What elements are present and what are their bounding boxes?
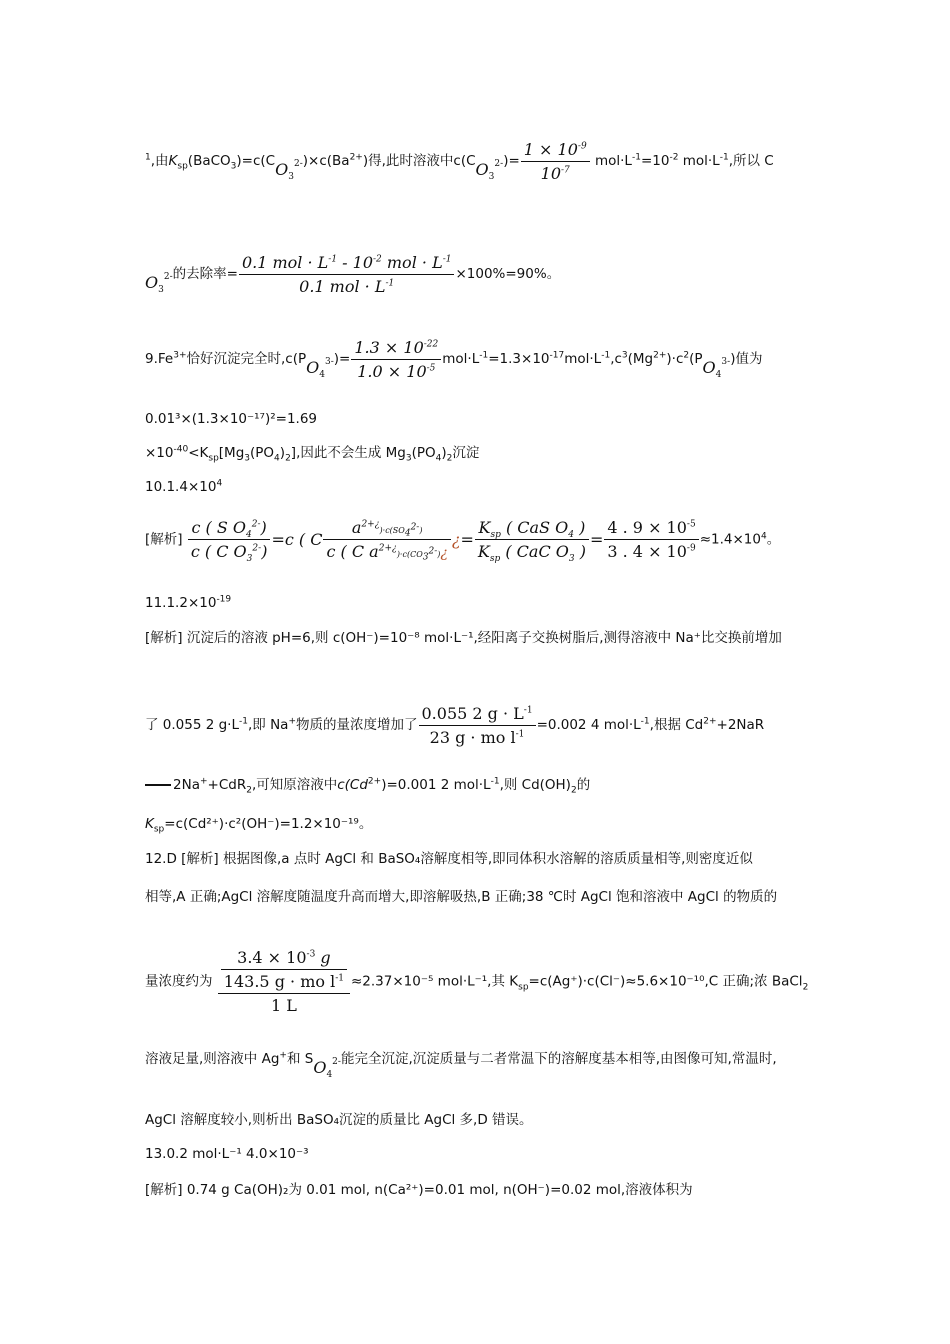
line-3: $9.Fe^{3+}$恰好沉淀完全时$,c(PO_4^{3-})=$ $\frac{1.3 \times 10^{-22}}{1.0 \times 10^{-5}}$ $mol\cdot L^{-1}=1.3\times 10^{-17}mol\cdot L^{-1},c^3(Mg^{2+})\cdot c^2(PO_4^{3-})$值为 bbox=[145, 338, 763, 381]
line-9: [解析] 沉淀后的溶液 pH=6,则 c(OH⁻)=10⁻⁸ mol·L⁻¹,经阳离子交换树脂后,测得溶液中 Na⁺比交换前增加 bbox=[145, 630, 782, 646]
equilibrium-line bbox=[145, 784, 171, 786]
line-7: [解析] $\frac{c ( S O_4^{2-})}{c ( C O_3^{2-})}$ =c ( C $\frac{a^{2+¿})\cdot c(SO_4^{2-})}{c ( C a^{2+¿})\cdot c(CO_3^{2-})¿}$ ¿= $K_{sp}$ ( CaS $O_4$ ) $K_{sp}$ ( CaC $O_3$ ) = $\frac{4 . 9 \times 10^{-5}}{3 . 4 \times 10^{-9}}$ $\approx 1.4\times 10^4$。 bbox=[145, 518, 781, 565]
fraction: 0.1 mol · $L^{-1} - 10^{-2}$ mol · $L^{-1}$ 0.1 mol · $L^{-1}$ bbox=[239, 255, 455, 295]
line-18: 13.0.2 mol·L⁻¹ 4.0×10⁻³ bbox=[145, 1146, 309, 1162]
line-12: $K_{sp}=c(Cd^{2+})\cdot c^2(OH^-)=1.2\times 10^{-19}$。 bbox=[145, 816, 373, 835]
fraction: $\frac{1 \times 10^{-9}}{10^{-7}}$ bbox=[521, 142, 590, 182]
line-17: AgCl 溶解度较小,则析出 BaSO₄沉淀的质量比 AgCl 多,D 错误。 bbox=[145, 1112, 533, 1128]
line-4: 0.01³×(1.3×10⁻¹⁷)²=1.69 bbox=[145, 411, 318, 427]
line-16: 溶液足量,则溶液中 Ag+和 $SO_4^{2-}$能完全沉淀,沉淀质量与二者常温下的溶解度基本相等,由图像可知,常温时, bbox=[145, 1050, 777, 1080]
nested-fraction: $\frac{\frac{3.4 \times 10^{-3} g}{143.5 g \cdot mo l^{-1}}}{1 L}$ bbox=[218, 950, 350, 1014]
line-15: 量浓度约为 $\frac{\frac{3.4 \times 10^{-3} g}{143.5 g \cdot mo l^{-1}}}{1 L}$ ≈2.37×10⁻⁵ mol·L⁻¹,其 $K_{sp}=c(Ag^+)\cdot c(Cl^-)\approx 5.6\times 10^{-10},C$ 正确;浓 BaCl$_2$ bbox=[145, 948, 809, 1015]
line-14: 相等,A 正确;AgCl 溶解度随温度升高而增大,即溶解吸热,B 正确;38 ℃时 AgCl 饱和溶液中 AgCl 的物质的 bbox=[145, 889, 778, 905]
line-10: 了 0.055 2 $g\cdot L^{-1}$,即 Na+物质的量浓度增加了 $\frac{0.055 2 g \cdot L^{-1}}{23 g \cdot mo l^{-1}}$ =0.002 4 $mol\cdot L^{-1}$,根据 $Cd^{2+}+2NaR$ bbox=[145, 704, 765, 747]
fraction: $\frac{0.055 2 g \cdot L^{-1}}{23 g \cdot mo l^{-1}}$ bbox=[419, 706, 536, 746]
line-8: $11.1.2\times 10^{-19}$ bbox=[145, 594, 232, 611]
fraction: $\frac{1.3 \times 10^{-22}}{1.0 \times 10^{-5}}$ bbox=[351, 340, 441, 380]
line-19: [解析] 0.74 g Ca(OH)₂为 0.01 mol, n(Ca²⁺)=0.01 mol, n(OH⁻)=0.02 mol,溶液体积为 bbox=[145, 1182, 693, 1198]
line-6: $10.1.4\times 10^4$ bbox=[145, 478, 223, 495]
carbonate-ion: $O_3^{2-}$ bbox=[275, 159, 303, 182]
line-2: $O_3^{2-}$的去除率= 0.1 mol · $L^{-1} - 10^{-2}$ mol · $L^{-1}$ 0.1 mol · $L^{-1}$ ×100%=90%。 bbox=[145, 253, 561, 296]
line-11: 2Na++CdR$_2$,可知原溶液中$c(Cd^{2+})=0.001$ 2 $mol\cdot L^{-1}$,则 $Cd(OH)_2$的 bbox=[145, 779, 590, 793]
line-5: $\times 10^{-40}<K_{sp}[Mg_3(PO_4)_2]$,因此不会生成 $Mg_3(PO_4)_2$沉淀 bbox=[145, 444, 480, 464]
line-1: $^1$,由$K_{sp}(BaCO_3)=c(CO_3^{2-})\times c(Ba^{2+})$得,此时溶液中$c(CO_3^{2-})=$ $\frac{1 \times 10^{-9}}{10^{-7}}$ $mol\cdot L^{-1}=10^{-2}$ $mol\cdot L^{-1}$,所以 C bbox=[145, 140, 774, 183]
line-13: 12.D [解析] 根据图像,a 点时 AgCl 和 BaSO₄溶解度相等,即同体积水溶解的溶质质量相等,则密度近似 bbox=[145, 851, 753, 867]
